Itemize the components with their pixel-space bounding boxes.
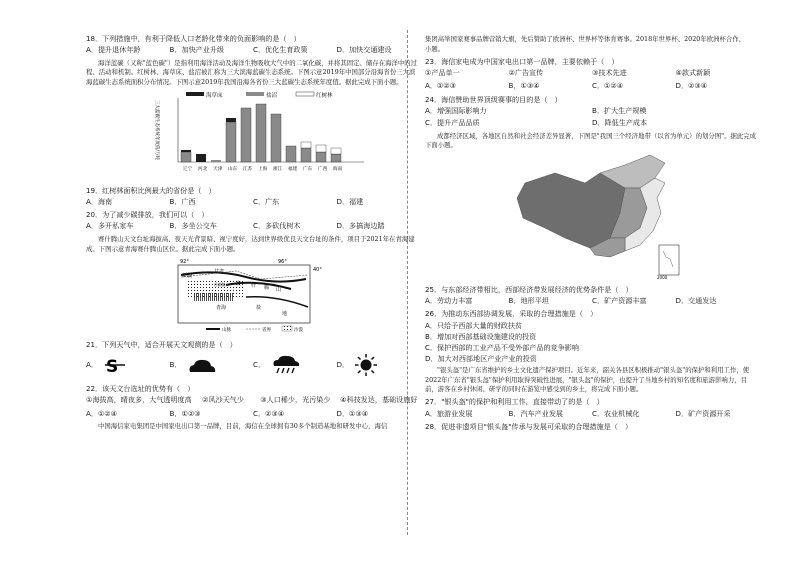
question-24: 24．海信赞助世界顶级赛事的目的是（ ） xyxy=(425,94,562,104)
svg-text:什: 什 xyxy=(251,282,257,289)
option: B．广西 xyxy=(169,196,196,206)
question-19-options xyxy=(86,197,420,207)
bar xyxy=(256,104,266,162)
question-23-statements: ①产品单一 ②广告宣传 ③技术先进 ④款式新颖 xyxy=(425,68,711,78)
question-20-options xyxy=(86,221,420,231)
option-b: B． xyxy=(170,357,254,373)
label-gansu: 甘肃 xyxy=(214,268,225,275)
svg-text:省界: 省界 xyxy=(262,327,271,333)
svg-text:河北: 河北 xyxy=(198,167,208,173)
svg-text:天津: 天津 xyxy=(213,167,223,173)
svg-text:浙江: 浙江 xyxy=(273,167,283,173)
bar xyxy=(286,146,296,162)
passage-economic-zones: 成都经济区域，各地区自然和社会经济差异显著，下图是"我国三个经济地带（以省为单元）的划分图"。据此完成下面小题。 xyxy=(425,131,757,150)
option: A．海南 xyxy=(86,196,113,206)
question-22-statements: ①海拔高，晴夜多，大气透明度高 ②风沙天气少 ③人口稀少，光污染少 ④科技发达，基础设施好 xyxy=(86,395,418,405)
right-column xyxy=(425,34,759,432)
svg-text:山: 山 xyxy=(276,286,282,293)
option-c: C． xyxy=(253,355,337,375)
svg-text:辽宁: 辽宁 xyxy=(183,167,193,173)
region-west xyxy=(517,173,625,248)
bar xyxy=(271,114,281,162)
bar xyxy=(241,108,251,162)
svg-text:江苏: 江苏 xyxy=(243,167,253,173)
legend-saltmarsh: 盐沼 xyxy=(266,93,278,100)
passage-observatory: 赛什腾山天文台址海拔高、夜天光背景暗、视宁度好，达到世界级优良天文台址的条件，项目于2021年在青海建成。下图示意青海赛什腾山区位。据此完成下面小题。 xyxy=(86,234,415,253)
bar xyxy=(181,150,191,152)
legend-mangrove: 红树林 xyxy=(316,93,333,100)
bar xyxy=(316,145,326,152)
question-26: 26．为推动东西部协调发展，采取的合理措施是（ ） xyxy=(425,309,598,319)
label-qinghai: 青海 xyxy=(216,304,227,311)
svg-text:广西: 广西 xyxy=(318,167,328,173)
bar xyxy=(226,118,236,122)
question-18: 18．下列措施中，有利于降低人口老龄化带来的负面影响的是（ ） xyxy=(86,34,301,43)
question-22-options: A．①②④ B．①②③ C．②③④ D．①③④ xyxy=(86,408,369,418)
longitude-92: 92° xyxy=(180,258,189,265)
question-21-options xyxy=(86,354,420,376)
bars xyxy=(181,104,341,162)
question-18-options xyxy=(86,45,420,55)
question-25: 25．与东部经济带相比，西部经济带发展经济的优势条件是（ ） xyxy=(425,284,633,294)
option: D．福建 xyxy=(336,196,364,206)
question-25-options: A．劳动力丰富 B．地形平坦 C．矿产资源丰富 D．交通发达 xyxy=(425,295,717,305)
option: C．广东 xyxy=(253,196,280,206)
label-lenghu: 冷湖镇 xyxy=(214,281,226,287)
option: D．多搞海边踏 xyxy=(336,221,385,231)
longitude-96: 96° xyxy=(278,258,287,265)
svg-text:福建: 福建 xyxy=(288,167,298,173)
bar xyxy=(196,154,206,162)
passage-hisense-cont: 集团高举国家赛事品牌营销大旗，先后赞助了欧洲杯、世界杯等体育赛事。2018年世界杯、2020年欧洲杯合作， 小题。 xyxy=(425,35,746,53)
question-23: 23．海信家电成为中国家电出口第一品牌，主要依赖于（ ） xyxy=(425,56,619,66)
svg-text:海南: 海南 xyxy=(333,167,343,173)
question-24-options: A．增强国际影响力 B．扩大生产规模 C．提升产品品质 D．降低生产成本 xyxy=(425,105,648,128)
svg-text:沙漠: 沙漠 xyxy=(294,327,303,333)
bar xyxy=(226,122,236,162)
passage-blue-carbon: 海洋蓝碳（又称"蓝色碳"）是指利用海洋活动及海洋生物吸收大气中的二氧化碳，并将其固定、储存在海洋中的过程、活动和机制。红树林、海草床、盐沼被汇称为三大滨海蓝碳生态系统。下图示意2019年中国部分沿海省份三大滨海蓝碳生态系统面积分布情况。下图示意2019年我国沿海各省份三大蓝碳生态系统年度值。据此完成下面小题。 xyxy=(86,58,418,87)
svg-text:盐: 盐 xyxy=(256,304,262,311)
svg-text:上海: 上海 xyxy=(258,167,268,173)
legend-seagrass: 海草床 xyxy=(206,93,223,100)
passage-silver-helmet: "银头盔"是广东省维护的乡土文化遗产保护项目。近年来，韶关各县区积极推动"银头盔"的保护和利用工作，使2022年广东省"银头盔"保护利用取得突破性进展，"银头盔"的保护，也提升了当地乡村的知名度和旅游影响力，目前，游客在乡村休闲、研学的同时在游览中感受到的乡土，将完成下面小题。 xyxy=(425,365,750,394)
option: C．优化生育政策 xyxy=(253,45,308,55)
china-economic-zones-map xyxy=(425,153,759,281)
bar xyxy=(301,142,311,148)
qinghai-location-map xyxy=(86,257,420,337)
bar xyxy=(211,160,221,162)
svg-text:赛: 赛 xyxy=(236,280,242,287)
category-labels xyxy=(183,165,343,172)
passage-hisense: 中国海信家电集团是中国家电出口第一品牌，目前，海信在全球拥有30多个制造基地和研发中心，海信 xyxy=(98,421,388,430)
option: C．多砍伐树木 xyxy=(253,221,301,231)
question-22: 22．该天文台选址的优势有（ ） xyxy=(86,384,195,394)
blue-carbon-bar-chart xyxy=(86,90,420,182)
option: A．提升退休年龄 xyxy=(86,45,141,55)
sun-icon xyxy=(355,354,377,376)
svg-text:山脉: 山脉 xyxy=(222,327,231,333)
bar xyxy=(181,152,191,162)
question-23-options: A．①②③ B．①③④ C．①②④ D．②③④ xyxy=(425,81,708,91)
svg-text:广东: 广东 xyxy=(303,167,313,173)
question-21: 21．下列天气中，适合开展天文观测的是（ ） xyxy=(86,339,237,349)
option: B．加快产业升级 xyxy=(169,45,225,55)
option: B．多坐公交车 xyxy=(169,221,217,231)
option: A．多开私家车 xyxy=(86,221,134,231)
bar xyxy=(331,154,341,162)
question-26-options: A．只给予西部大量的财政扶贫 B．增加对西部基础设施建设的投资 C．保护西部的工业产品不受外部产品的竞争影响 D．加大对西部地区产业产业的投资 xyxy=(425,320,579,364)
rain-icon xyxy=(271,355,301,375)
bar xyxy=(301,148,311,162)
y-axis-label: 三大蓝碳生态系统年度值/万吨 xyxy=(154,100,159,161)
label-xinjiang: 新疆 xyxy=(182,272,193,279)
question-27: 27．"银头盔"的保护和利用工作，直接带动了的是（ ） xyxy=(425,397,604,407)
bar xyxy=(331,148,341,154)
bar xyxy=(316,152,326,162)
left-column xyxy=(86,34,420,434)
question-19: 19．红树林面积比例最大的省份是（ ） xyxy=(86,185,216,195)
option: D．加快交通建设 xyxy=(336,45,392,55)
svg-text:山东: 山东 xyxy=(228,167,238,173)
svg-text:地: 地 xyxy=(282,310,288,317)
question-20: 20．为了减少碳排放，我们可以（ ） xyxy=(86,210,209,220)
latitude-40: 40° xyxy=(313,266,322,273)
question-28: 28．促进非遗项目"银头盔"传承与发展可采取的合理措施是（ ） xyxy=(425,421,633,431)
wind-icon xyxy=(104,356,126,374)
cloud-icon xyxy=(187,357,217,373)
question-27-options: A．旅游业发展 B．汽车产业发展 C．农业机械化 D．矿产资源开采 xyxy=(425,408,731,418)
option-d: D． xyxy=(337,354,421,376)
option-a: A． S xyxy=(86,356,170,374)
map-scale: 2000 xyxy=(657,275,668,281)
svg-text:腾: 腾 xyxy=(264,284,270,291)
svg-text:S: S xyxy=(105,357,119,375)
